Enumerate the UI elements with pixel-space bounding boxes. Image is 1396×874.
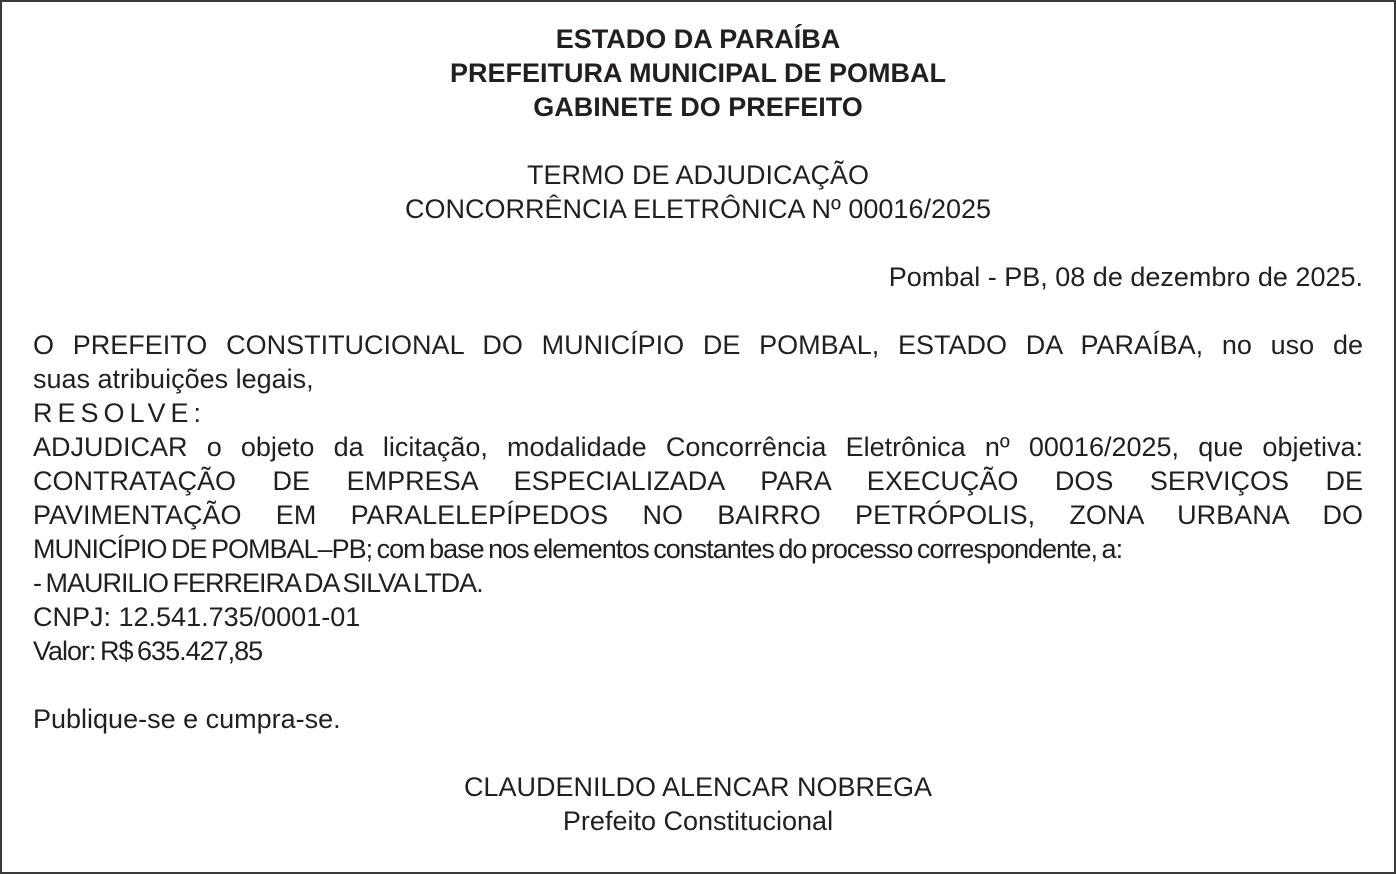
intro-line: O PREFEITO CONSTITUCIONAL DO MUNICÍPIO DE POMBAL, ESTADO DA PARAÍBA, no uso de xyxy=(33,330,1363,360)
intro-line: suas atribuições legais, xyxy=(33,364,314,394)
title-term: TERMO DE ADJUDICAÇÃO xyxy=(526,160,870,190)
spacer xyxy=(33,668,1363,702)
spacer xyxy=(33,294,1363,328)
spacer xyxy=(33,736,1363,770)
document-body xyxy=(33,328,1363,668)
company-cnpj: CNPJ: 12.541.735/0001-01 xyxy=(33,602,361,632)
contract-value: Valor: R$ 635.427,85 xyxy=(33,636,263,666)
object-line: PAVIMENTAÇÃO EM PARALELEPÍPEDOS NO BAIRRO PETRÓPOLIS, ZONA URBANA DO xyxy=(33,500,1363,530)
date-line: Pombal - PB, 08 de dezembro de 2025. xyxy=(888,262,1363,292)
spacer xyxy=(33,124,1363,158)
object-line: MUNICÍPIO DE POMBAL–PB; com base nos elementos constantes do processo correspondente, a: xyxy=(33,534,1123,564)
document-header xyxy=(33,22,1363,124)
resolve-heading: RESOLVE: xyxy=(33,398,207,428)
spacer xyxy=(33,226,1363,260)
header-prefecture: PREFEITURA MUNICIPAL DE POMBAL xyxy=(449,58,946,88)
signatory-role: Prefeito Constitucional xyxy=(562,806,834,836)
document-title xyxy=(33,158,1363,226)
header-office: GABINETE DO PREFEITO xyxy=(533,92,863,122)
signature-block xyxy=(33,770,1363,838)
closing-line: Publique-se e cumpra-se. xyxy=(33,704,341,734)
adjudicar-line: ADJUDICAR o objeto da licitação, modalidade Concorrência Eletrônica nº 00016/2025, que objetiva: xyxy=(33,432,1363,462)
signatory-name: CLAUDENILDO ALENCAR NOBREGA xyxy=(463,772,933,802)
header-state: ESTADO DA PARAÍBA xyxy=(555,24,841,54)
company-name: - MAURILIO FERREIRA DA SILVA LTDA. xyxy=(33,568,483,598)
object-line: CONTRATAÇÃO DE EMPRESA ESPECIALIZADA PARA EXECUÇÃO DOS SERVIÇOS DE xyxy=(33,466,1363,496)
title-procurement: CONCORRÊNCIA ELETRÔNICA Nº 00016/2025 xyxy=(404,194,992,224)
